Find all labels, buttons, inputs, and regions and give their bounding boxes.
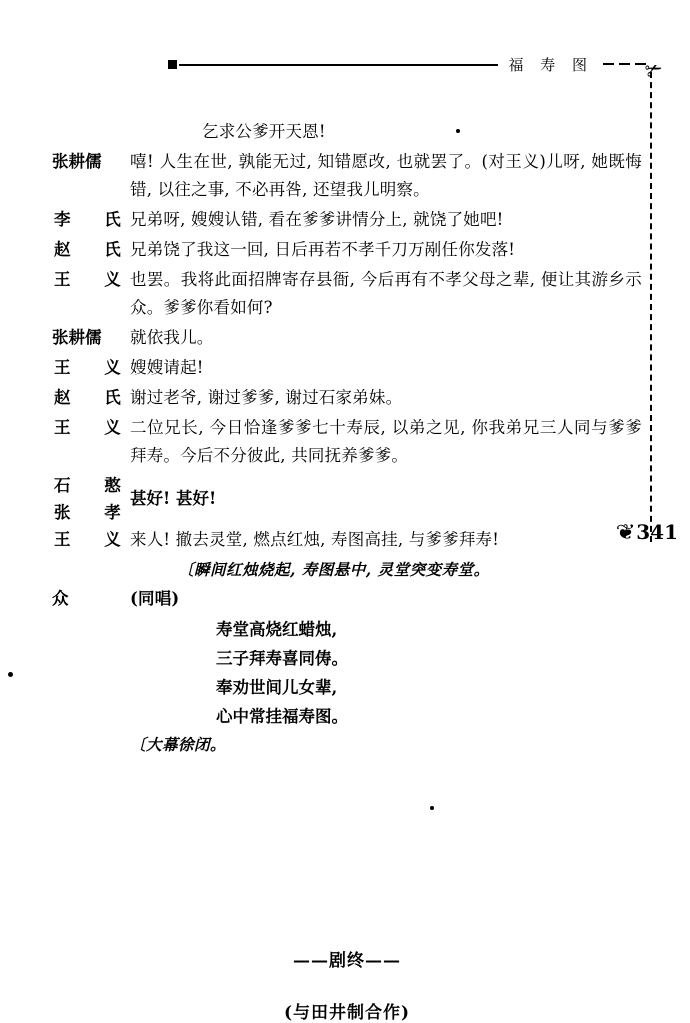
stray-mark	[8, 672, 13, 677]
script-line-opening	[52, 118, 642, 146]
script-line	[52, 148, 642, 204]
speaker-name: 王 义	[54, 358, 135, 377]
right-edge-dashed-rule	[650, 72, 652, 542]
speaker-name: 张耕儒	[52, 328, 102, 347]
line-text: 也罢。我将此面招牌寄存县衙, 今后再有不孝父母之辈, 便让其游乡示众。爹爹你看如何?	[130, 270, 642, 317]
line-text: 甚好! 甚好!	[130, 489, 217, 508]
script-line	[52, 526, 642, 554]
speaker-name: 王 义	[54, 418, 135, 437]
speaker-name: 众	[52, 589, 69, 608]
header-dashes	[603, 63, 646, 65]
script-line-chorus	[52, 585, 642, 613]
stray-mark	[430, 806, 434, 810]
script-line	[52, 384, 642, 412]
script-line	[52, 354, 642, 382]
speaker-name: 李 氏	[54, 210, 135, 229]
song-verse: 心中常挂福寿图。	[216, 707, 348, 726]
line-text: 嘻! 人生在世, 孰能无过, 知错愿改, 也就罢了。(对王义)儿呀, 她既悔错, 以往之事, 不必再咎, 还望我儿明察。	[130, 152, 642, 199]
line-text: 谢过老爷, 谢过爹爹, 谢过石家弟妹。	[130, 388, 403, 407]
speaker-name: 王 义	[54, 530, 135, 549]
line-text: 兄弟呀, 嫂嫂认错, 看在爹爹讲情分上, 就饶了她吧!	[130, 210, 504, 229]
line-text: 兄弟饶了我这一回, 日后再若不孝千刀万剐任你发落!	[130, 240, 516, 259]
script-line	[52, 324, 642, 352]
header-square-ornament	[168, 60, 177, 69]
script-line-paired	[52, 472, 642, 526]
speaker-name: 赵 氏	[54, 388, 135, 407]
stage-direction: 〔瞬间红烛烧起, 寿图悬中, 灵堂突变寿堂。	[178, 560, 490, 579]
song-verse: 奉劝世间儿女辈,	[216, 678, 338, 697]
song-verse: 寿堂高烧红蜡烛,	[216, 620, 338, 639]
running-title: 福 寿 图	[508, 55, 593, 74]
script-line	[52, 206, 642, 234]
page-header	[168, 52, 650, 76]
speaker-name: 石 憨	[54, 476, 135, 495]
credit-line: (与田井制合作)	[283, 1003, 411, 1023]
page-number-ornament-icon: ❦	[615, 519, 636, 544]
speaker-name: 张耕儒	[52, 152, 102, 171]
script-line	[52, 266, 642, 322]
script-line	[52, 414, 642, 470]
line-text: 乞求公爹开天恩!	[202, 122, 326, 141]
speaker-name-group	[52, 472, 135, 526]
song-verse: 三子拜寿喜同俦。	[216, 649, 348, 668]
speaker-name: 赵 氏	[54, 240, 135, 259]
line-text: 二位兄长, 今日恰逢爹爹七十寿辰, 以弟之见, 你我弟兄三人同与爹爹拜寿。今后不分彼此, 共同抚养爹爹。	[130, 418, 642, 465]
stage-direction: 〔大幕徐闭。	[130, 735, 227, 754]
header-rule	[179, 64, 498, 66]
line-text: 嫂嫂请起!	[130, 358, 204, 377]
speaker-name: 张 孝	[54, 503, 135, 522]
script-line	[52, 236, 642, 264]
line-text: 就依我儿。	[130, 328, 214, 347]
line-cue: (同唱)	[130, 589, 180, 608]
script-body	[52, 118, 642, 1023]
line-text: 来人! 撤去灵堂, 燃点红烛, 寿图高挂, 与爹爹拜寿!	[130, 530, 500, 549]
speaker-name: 王 义	[54, 270, 135, 289]
end-mark: ——剧终——	[293, 951, 401, 971]
page-number: 341	[636, 520, 678, 544]
corner-ornament-icon: ✃	[645, 54, 662, 86]
